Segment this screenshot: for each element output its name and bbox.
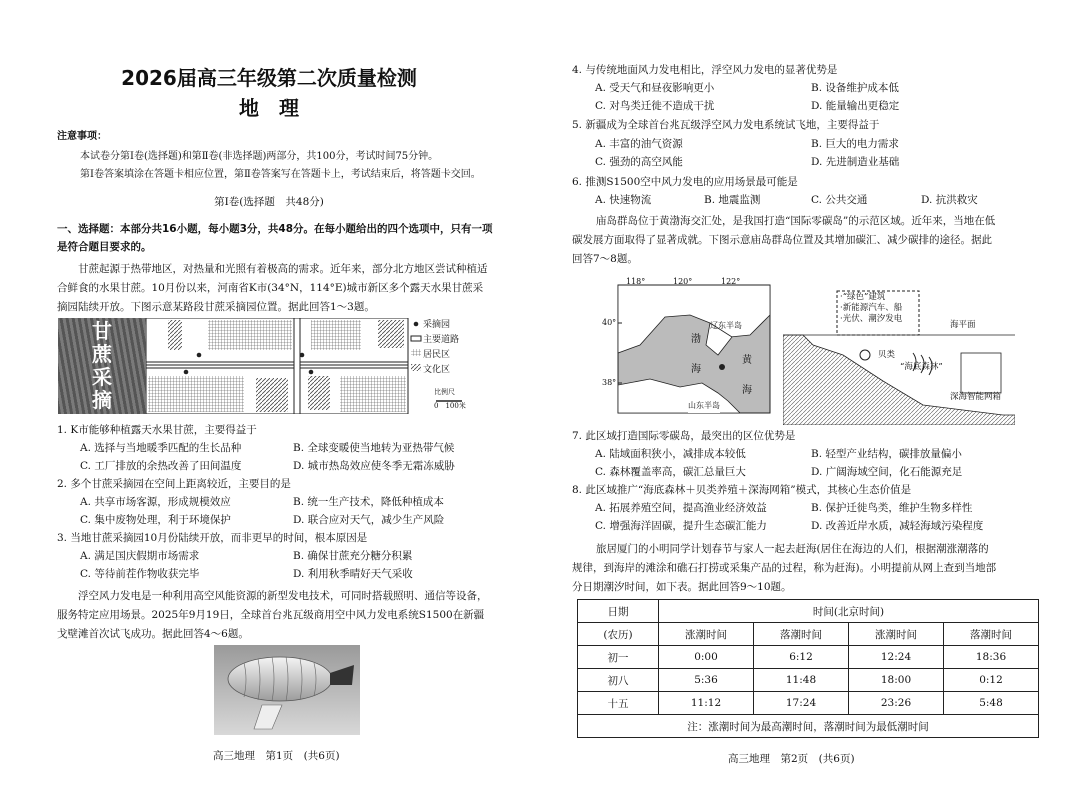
legend-road-icon [411, 336, 421, 341]
lat-label: 38° [602, 378, 617, 387]
cell-time: 0:00 [659, 646, 754, 669]
legend-culture-icon [411, 364, 421, 371]
notice-title: 注意事项： [57, 131, 107, 142]
passage-line: 摘园陆续开放。下图示意某路段甘蔗采摘园位置。据此回答1～3题。 [57, 301, 375, 313]
passage-line: 戈壁滩首次试飞成功。据此回答4～6题。 [57, 628, 249, 640]
option-b[interactable]: B. 统一生产技术，降低种植成本 [293, 496, 444, 508]
exam-subject: 地 理 [239, 96, 299, 120]
cell-time: 11:48 [754, 669, 849, 692]
cell-time: 18:00 [849, 669, 944, 692]
passage-line: 旅居厦门的小明同学计划春节与家人一起去赶海(居住在海边的人们，根据潮涨潮落的 [596, 543, 989, 555]
place-label: 辽东半岛 [710, 321, 742, 330]
scale-value: 0 100米 [434, 402, 466, 410]
table-row [578, 646, 1039, 669]
option-a[interactable]: A. 受天气和昼夜影响更小 [595, 82, 715, 94]
measure-item: ·“绿色”建筑 [840, 292, 886, 302]
option-b[interactable]: B. 设备维护成本低 [811, 82, 899, 94]
part1-title: 第Ⅰ卷(选择题 共48分) [214, 196, 324, 208]
lat-label: 40° [602, 318, 617, 327]
option-b[interactable]: B. 确保甘蔗充分糖分积累 [293, 550, 413, 562]
option-d[interactable]: D. 能量输出更稳定 [811, 100, 900, 112]
legend-orchard-icon [414, 322, 419, 327]
option-d[interactable]: D. 改善近岸水质，减轻海域污染程度 [811, 520, 984, 532]
question-stem: 7. 此区域打造国际零碳岛，最突出的区位优势是 [572, 430, 796, 442]
banner-char: 摘 [92, 388, 112, 412]
lon-label: 120° [673, 277, 693, 286]
option-d[interactable]: D. 联合应对天气，减少生产风险 [293, 514, 445, 526]
legend-residential-icon [411, 349, 421, 356]
cell-time: 5:36 [659, 669, 754, 692]
passage-line: 浮空风力发电是一种利用高空风能资源的新型发电技术，可同时搭载照明、通信等设备， [78, 590, 488, 602]
lon-label: 122° [721, 277, 741, 286]
residential-zone [208, 320, 292, 350]
banner-char: 采 [92, 365, 112, 389]
header-date: 日期 [578, 600, 659, 623]
question-stem: 3. 当地甘蔗采摘园10月份陆续开放，而非更早的时间，根本原因是 [57, 532, 368, 544]
table-row [578, 692, 1039, 715]
place-label: 黄 [742, 355, 752, 366]
cell-time: 5:48 [944, 692, 1039, 715]
cell-time: 23:26 [849, 692, 944, 715]
cage-label: 深海智能网箱 [950, 392, 1002, 402]
option-a[interactable]: A. 陆域面积狭小，减排成本较低 [595, 448, 746, 460]
legend-label: 居民区 [423, 350, 451, 360]
question-stem: 1. K市能够种植露天水果甘蔗，主要得益于 [57, 424, 257, 436]
header-date-sub: (农历) [578, 623, 659, 646]
cell-time: 0:12 [944, 669, 1039, 692]
header-high-tide: 涨潮时间 [849, 623, 944, 646]
option-d[interactable]: D. 城市热岛效应使冬季无霜冻威胁 [293, 460, 455, 472]
main-road-vertical [294, 318, 300, 414]
culture-zone [256, 378, 288, 412]
header-high-tide: 涨潮时间 [659, 623, 754, 646]
passage-line: 甘蔗起源于热带地区，对热量和光照有着极高的需求。近年来，部分北方地区尝试种植适 [78, 263, 488, 275]
passage-line: 回答7～8题。 [572, 253, 638, 265]
row-date: 初八 [578, 669, 659, 692]
section-heading: 是符合题目要求的。 [57, 241, 152, 253]
residential-zone [148, 376, 244, 412]
cell-time: 17:24 [754, 692, 849, 715]
airborne-turbine-photo [214, 645, 360, 735]
legend-label: 文化区 [423, 365, 451, 375]
option-b[interactable]: B. 全球变暖使当地转为亚热带气候 [293, 442, 455, 454]
question-stem: 4. 与传统地面风力发电相比，浮空风力发电的显著优势是 [572, 64, 838, 76]
banner-char: 蔗 [92, 342, 112, 366]
page-footer: 高三地理 第1页 (共6页) [213, 750, 340, 762]
residential-zone [340, 376, 406, 412]
passage-line: 庙岛群岛位于黄渤海交汇处，是我国打造“国际零碳岛”的示范区域。近年来，当地在低 [596, 215, 996, 227]
measures-list [840, 292, 902, 325]
option-a[interactable]: A. 丰富的油气资源 [595, 138, 683, 150]
orchard-marker [300, 353, 305, 358]
option-c[interactable]: C. 公共交通 [811, 194, 868, 206]
header-time: 时间(北京时间) [659, 600, 1039, 623]
cell-time: 12:24 [849, 646, 944, 669]
passage-line: 碳发展方面取得了显著成就。下图示意庙岛群岛位置及其增加碳汇、减少碳排的途径。据此 [572, 234, 992, 246]
lon-label: 118° [626, 277, 646, 286]
row-date: 初一 [578, 646, 659, 669]
question-stem: 6. 推测S1500空中风力发电的应用场景最可能是 [572, 176, 798, 188]
table-row [578, 669, 1039, 692]
option-c[interactable]: C. 强劲的高空风能 [595, 156, 683, 168]
page-footer: 高三地理 第2页 (共6页) [728, 753, 855, 765]
orchard-marker [309, 370, 314, 375]
option-a[interactable]: A. 快速物流 [595, 194, 652, 206]
map-legend [423, 318, 459, 378]
shellfish-label: 贝类 [878, 350, 896, 360]
option-c[interactable]: C. 等待前茬作物收获完毕 [80, 568, 200, 580]
miaodao-islands [719, 364, 725, 370]
culture-zone [378, 320, 404, 348]
option-a[interactable]: A. 满足国庆假期市场需求 [80, 550, 200, 562]
option-c[interactable]: C. 森林覆盖率高，碳汇总量巨大 [595, 466, 746, 478]
banner-char: 甘 [92, 319, 112, 343]
option-d[interactable]: D. 广阔海域空间，化石能源充足 [811, 466, 963, 478]
question-stem: 8. 此区域推广“海底森林＋贝类养殖＋深海网箱”模式，其核心生态价值是 [572, 484, 912, 496]
orchard-marker [184, 370, 189, 375]
option-b[interactable]: B. 轻型产业结构，碳排放量偏小 [811, 448, 962, 460]
sea-level-label: 海平面 [950, 320, 976, 330]
notice-line: 第Ⅰ卷答案填涂在答题卡相应位置，第Ⅱ卷答案写在答题卡上，考试结束后，将答题卡交回。 [80, 169, 481, 180]
section-heading: 一、选择题：本部分共16小题，每小题3分，共48分。在每小题给出的四个选项中，只有一项 [57, 223, 493, 235]
passage-line: 分日期潮汐时间，如下表。据此回答9～10题。 [572, 581, 792, 593]
option-b[interactable]: B. 地震监测 [704, 194, 761, 206]
cell-time: 18:36 [944, 646, 1039, 669]
option-d[interactable]: D. 抗洪救灾 [921, 194, 978, 206]
option-c[interactable]: C. 增强海洋固碳，提升生态碳汇能力 [595, 520, 767, 532]
option-b[interactable]: B. 保护迁徙鸟类，维护生物多样性 [811, 502, 973, 514]
measure-item: ·新能源汽车、船 [840, 303, 903, 313]
header-low-tide: 落潮时间 [754, 623, 849, 646]
forest-label: “海底森林” [900, 362, 943, 372]
orchard-marker [197, 353, 202, 358]
option-c[interactable]: C. 集中废物处理，利于环境保护 [80, 514, 231, 526]
measure-item: ·光伏、潮汐发电 [840, 314, 903, 324]
place-label: 山东半岛 [688, 399, 720, 413]
legend-label: 采摘园 [423, 320, 451, 330]
turbine-body [228, 657, 332, 701]
tide-table [577, 599, 1039, 738]
question-stem: 5. 新疆成为全球首台兆瓦级浮空风力发电系统试飞地，主要得益于 [572, 119, 880, 131]
orchard-map [146, 318, 468, 414]
passage-line: 规律，到海岸的滩涂和礁石打捞或采集产品的过程，称为赶海)。小明提前从网上查到当地部 [572, 562, 997, 574]
header-low-tide: 落潮时间 [944, 623, 1039, 646]
culture-zone [308, 376, 330, 410]
place-label: 海 [691, 364, 701, 375]
culture-zone [168, 320, 182, 350]
table-note: 注：涨潮时间为最高潮时间，落潮时间为最低潮时间 [578, 715, 1039, 738]
row-date: 十五 [578, 692, 659, 715]
passage-line: 合鲜食的水果甘蔗。10月份以来，河南省K市(34°N，114°E)城市新区多个露天水果甘蔗采 [57, 282, 484, 294]
option-a[interactable]: A. 共享市场客源，形成规模效应 [80, 496, 231, 508]
option-d[interactable]: D. 利用秋季晴好天气采收 [293, 568, 413, 580]
legend-label: 主要道路 [423, 335, 460, 345]
cell-time: 6:12 [754, 646, 849, 669]
place-label: 渤 [691, 334, 701, 345]
option-a[interactable]: A. 拓展养殖空间，提高渔业经济效益 [595, 502, 767, 514]
shellfish-icon [860, 350, 870, 360]
option-a[interactable]: A. 选择与当地暖季匹配的生长品种 [80, 442, 242, 454]
deep-sea-cage [961, 353, 1001, 393]
option-c[interactable]: C. 工厂排放的余热改善了田间温度 [80, 460, 242, 472]
notice-line: 本试卷分第Ⅰ卷(选择题)和第Ⅱ卷(非选择题)两部分，共100分，考试时间75分钟。 [80, 151, 439, 162]
place-label: 海 [742, 385, 752, 396]
residential-zone [311, 320, 361, 350]
option-d[interactable]: D. 先进制造业基础 [811, 156, 900, 168]
cell-time: 11:12 [659, 692, 754, 715]
orchard-photo [58, 318, 146, 414]
scale-label: 比例尺 [434, 388, 455, 396]
exam-title: 2026届高三年级第二次质量检测 [121, 66, 417, 90]
option-b[interactable]: B. 巨大的电力需求 [811, 138, 899, 150]
option-c[interactable]: C. 对鸟类迁徙不造成干扰 [595, 100, 715, 112]
question-stem: 2. 多个甘蔗采摘园在空间上距离较近，主要目的是 [57, 478, 291, 490]
passage-line: 服务特定应用场景。2025年9月19日，全球首台兆瓦级商用空中风力发电系统S1500在新疆 [57, 609, 485, 621]
